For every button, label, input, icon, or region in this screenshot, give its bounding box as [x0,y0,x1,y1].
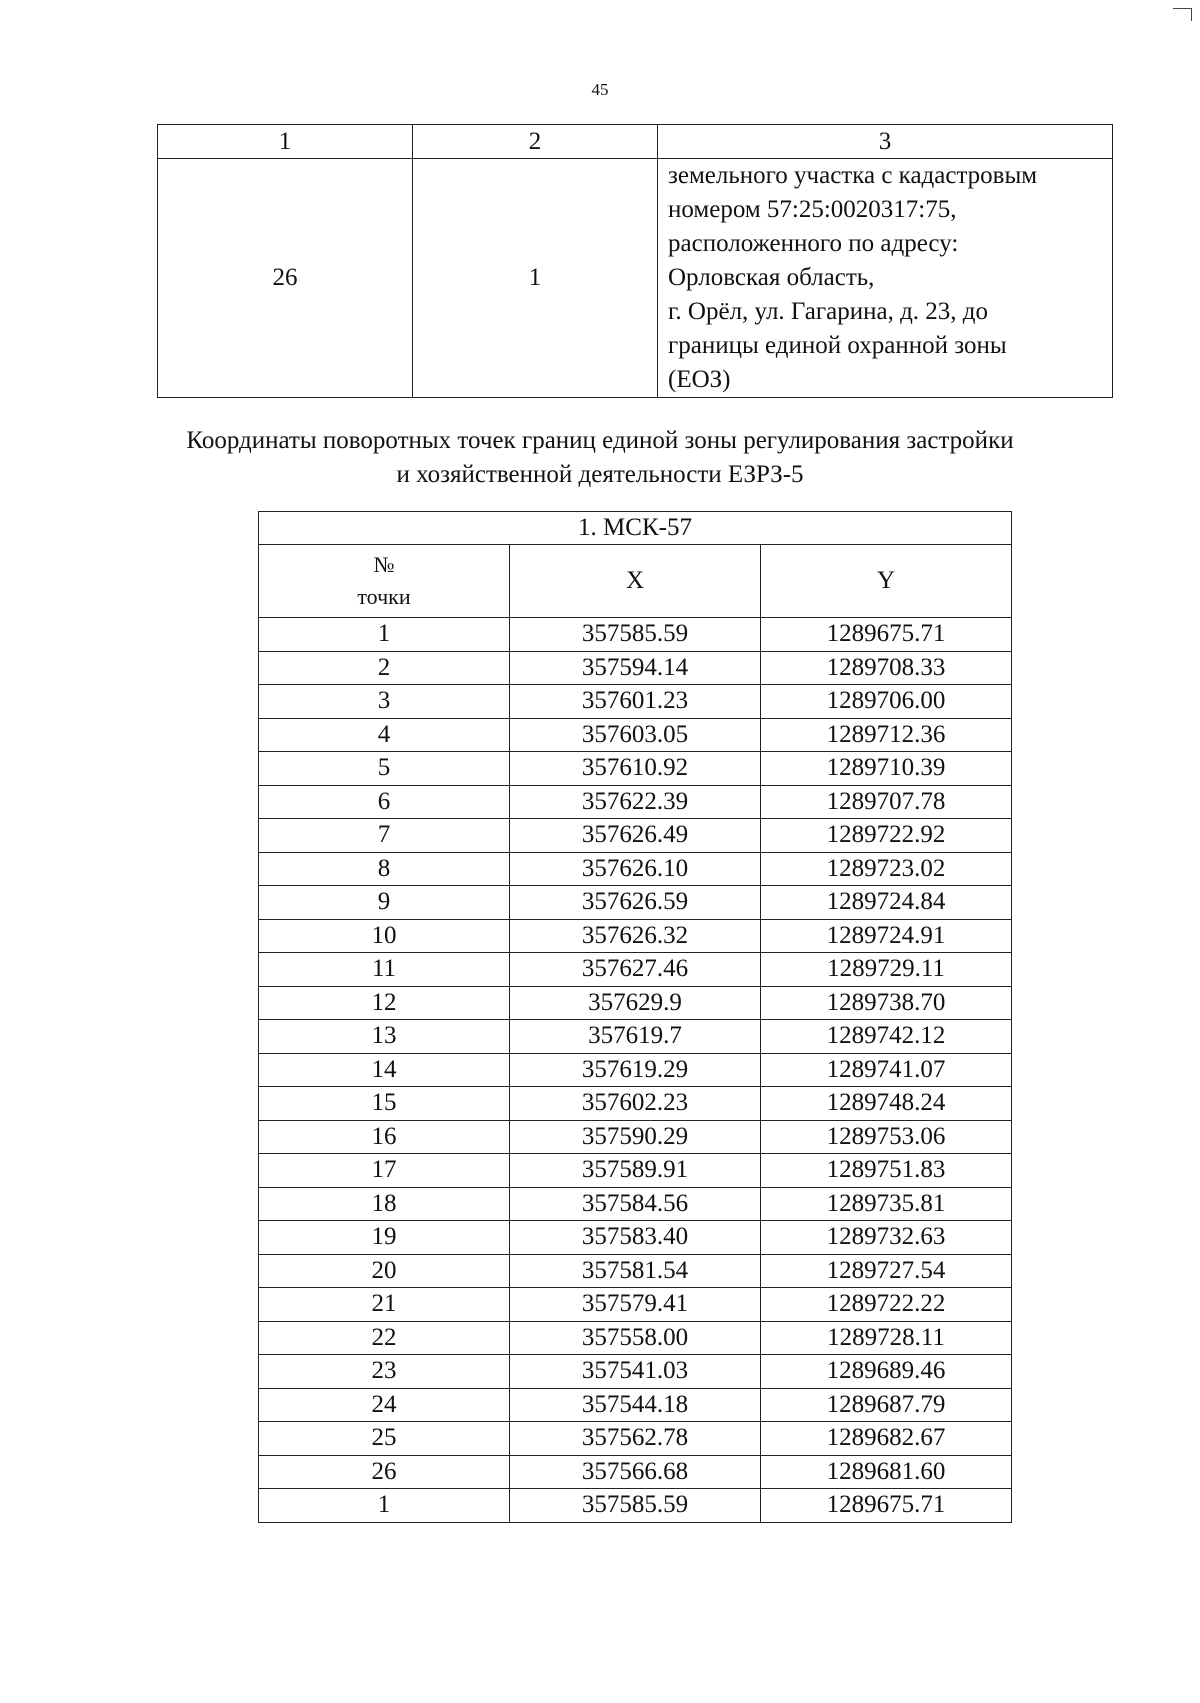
x-coordinate: 357622.39 [510,785,761,819]
point-number-header-line-2: точки [357,584,411,609]
x-coordinate: 357562.78 [510,1422,761,1456]
y-coordinate: 1289722.22 [761,1288,1012,1322]
y-coordinate: 1289682.67 [761,1422,1012,1456]
x-coordinate: 357566.68 [510,1455,761,1489]
point-number: 26 [259,1455,510,1489]
coordinate-row [259,1388,1012,1422]
y-coordinate: 1289723.02 [761,852,1012,886]
page-number: 45 [591,80,609,99]
description-line: (ЕОЗ) [668,366,731,393]
point-number-header-line-1: № [373,552,395,577]
x-coordinate: 357627.46 [510,953,761,987]
coordinate-row [259,1254,1012,1288]
coordinate-row [259,1120,1012,1154]
x-coordinate: 357626.10 [510,852,761,886]
section-heading-line-1: Координаты поворотных точек границ единой зоны регулирования застройки [186,427,1014,454]
coordinate-row [259,919,1012,953]
y-coordinate: 1289710.39 [761,752,1012,786]
x-coordinate: 357584.56 [510,1187,761,1221]
y-coordinate: 1289689.46 [761,1355,1012,1389]
point-number: 22 [259,1321,510,1355]
point-number: 19 [259,1221,510,1255]
coordinate-row [259,819,1012,853]
description-line: г. Орёл, ул. Гагарина, д. 23, до [668,298,989,325]
y-coordinate: 1289708.33 [761,651,1012,685]
point-number: 20 [259,1254,510,1288]
point-number: 1 [259,1489,510,1523]
y-coordinate: 1289724.91 [761,919,1012,953]
point-number: 6 [259,785,510,819]
coordinate-row [259,852,1012,886]
y-coordinate: 1289735.81 [761,1187,1012,1221]
coordinate-row [259,986,1012,1020]
coordinate-row [259,752,1012,786]
y-header: Y [761,545,1012,618]
x-coordinate: 357541.03 [510,1355,761,1389]
description-line: земельного участка с кадастровым [668,162,1038,189]
y-coordinate: 1289751.83 [761,1154,1012,1188]
x-coordinate: 357594.14 [510,651,761,685]
description-line: границы единой охранной зоны [668,332,1007,359]
coordinate-row [259,1321,1012,1355]
scan-corner-mark [1173,8,1192,21]
coordinate-row [259,1489,1012,1523]
coordinate-row [259,1087,1012,1121]
coordinate-row [259,1422,1012,1456]
coordinate-row [259,886,1012,920]
x-coordinate: 357626.59 [510,886,761,920]
point-number: 16 [259,1120,510,1154]
x-coordinate: 357585.59 [510,618,761,652]
x-coordinate: 357544.18 [510,1388,761,1422]
point-number: 5 [259,752,510,786]
point-number: 12 [259,986,510,1020]
x-coordinate: 357603.05 [510,718,761,752]
coordinate-row [259,1020,1012,1054]
point-number: 9 [259,886,510,920]
point-number: 21 [259,1288,510,1322]
y-coordinate: 1289675.71 [761,618,1012,652]
y-coordinate: 1289681.60 [761,1455,1012,1489]
x-coordinate: 357602.23 [510,1087,761,1121]
y-coordinate: 1289741.07 [761,1053,1012,1087]
point-number-header [259,545,510,618]
coordinate-row [259,1221,1012,1255]
coordinate-row [259,685,1012,719]
coordinate-row [259,618,1012,652]
coordinate-row [259,1187,1012,1221]
coordinate-row [259,1455,1012,1489]
coordinate-row [259,1288,1012,1322]
x-coordinate: 357590.29 [510,1120,761,1154]
point-number: 3 [259,685,510,719]
segment-number: 26 [158,159,413,398]
y-coordinate: 1289748.24 [761,1087,1012,1121]
x-coordinate: 357626.49 [510,819,761,853]
x-coordinate: 357619.29 [510,1053,761,1087]
continuation-table-header-row [158,125,1113,159]
y-coordinate: 1289712.36 [761,718,1012,752]
description-line: номером 57:25:0020317:75, [668,196,957,223]
point-number: 1 [259,618,510,652]
section-heading-line-2: и хозяйственной деятельности ЕЗРЗ-5 [396,461,804,488]
y-coordinate: 1289707.78 [761,785,1012,819]
y-coordinate: 1289727.54 [761,1254,1012,1288]
coordinates-header-row [259,545,1012,618]
column-1-header: 1 [158,125,413,159]
point-number: 4 [259,718,510,752]
y-coordinate: 1289687.79 [761,1388,1012,1422]
coordinate-system-row [259,512,1012,545]
x-coordinate: 357583.40 [510,1221,761,1255]
x-coordinate: 357585.59 [510,1489,761,1523]
point-number: 23 [259,1355,510,1389]
point-number: 14 [259,1053,510,1087]
column-2-header: 2 [413,125,658,159]
point-number: 17 [259,1154,510,1188]
y-coordinate: 1289706.00 [761,685,1012,719]
y-coordinate: 1289724.84 [761,886,1012,920]
point-number: 11 [259,953,510,987]
segment-count: 1 [413,159,658,398]
y-coordinate: 1289675.71 [761,1489,1012,1523]
point-number: 8 [259,852,510,886]
x-coordinate: 357629.9 [510,986,761,1020]
x-coordinate: 357601.23 [510,685,761,719]
point-number: 13 [259,1020,510,1054]
x-coordinate: 357589.91 [510,1154,761,1188]
point-number: 2 [259,651,510,685]
point-number: 24 [259,1388,510,1422]
point-number: 10 [259,919,510,953]
section-heading [0,424,1200,492]
x-coordinate: 357579.41 [510,1288,761,1322]
x-header: X [510,545,761,618]
y-coordinate: 1289742.12 [761,1020,1012,1054]
x-coordinate: 357610.92 [510,752,761,786]
coordinate-row [259,785,1012,819]
segment-description [658,159,1113,398]
coordinates-table [258,511,1012,1523]
coordinate-row [259,1355,1012,1389]
y-coordinate: 1289732.63 [761,1221,1012,1255]
column-3-header: 3 [658,125,1113,159]
continuation-table-row [158,159,1113,398]
description-line: Орловская область, [668,264,875,291]
y-coordinate: 1289728.11 [761,1321,1012,1355]
point-number: 15 [259,1087,510,1121]
y-coordinate: 1289753.06 [761,1120,1012,1154]
coordinate-row [259,1154,1012,1188]
coordinate-row [259,1053,1012,1087]
x-coordinate: 357558.00 [510,1321,761,1355]
coordinate-row [259,651,1012,685]
y-coordinate: 1289722.92 [761,819,1012,853]
x-coordinate: 357581.54 [510,1254,761,1288]
x-coordinate: 357626.32 [510,919,761,953]
coordinate-system-label: 1. МСК-57 [259,512,1012,545]
description-line: расположенного по адресу: [668,230,959,257]
point-number: 18 [259,1187,510,1221]
point-number: 7 [259,819,510,853]
x-coordinate: 357619.7 [510,1020,761,1054]
coordinate-row [259,953,1012,987]
coordinate-row [259,718,1012,752]
y-coordinate: 1289729.11 [761,953,1012,987]
continuation-table [157,124,1113,398]
point-number: 25 [259,1422,510,1456]
y-coordinate: 1289738.70 [761,986,1012,1020]
